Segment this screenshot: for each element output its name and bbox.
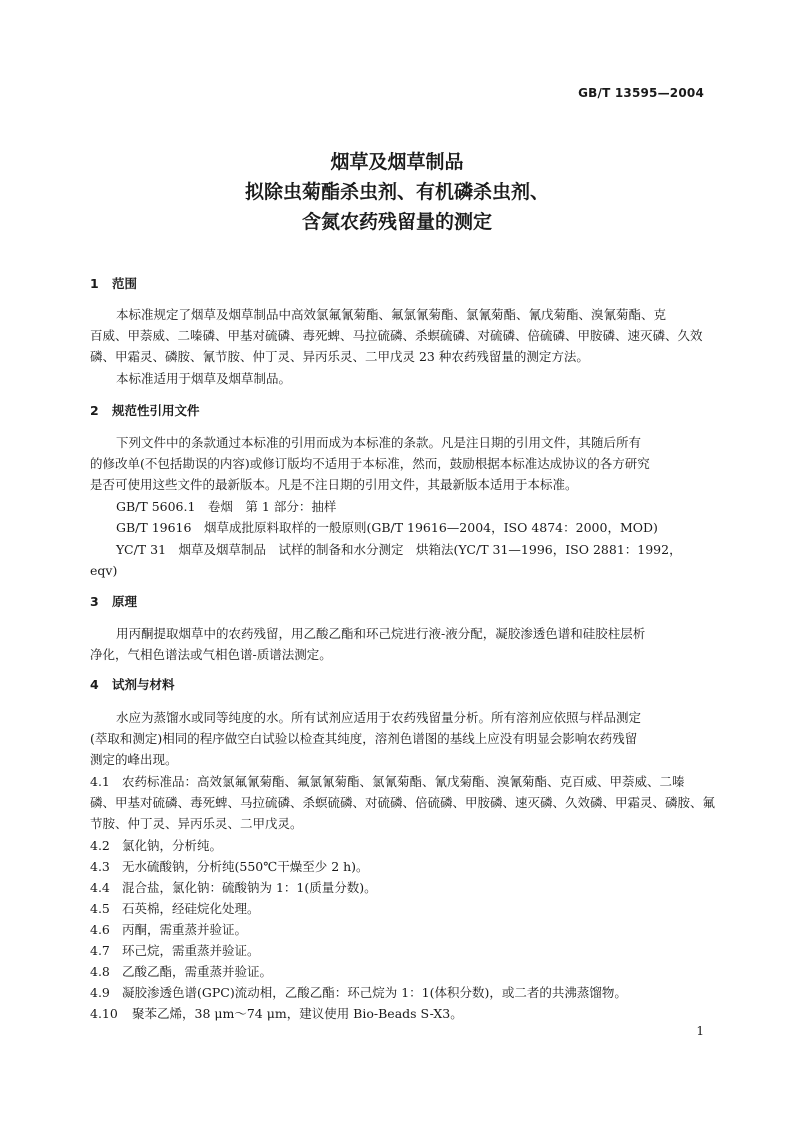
clause-item: [90, 919, 704, 940]
reference-item: GB/T 5606.1 卷烟 第 1 部分：抽样: [116, 499, 337, 514]
clause-item: [90, 1003, 704, 1024]
clause-number: 4.9: [90, 985, 110, 1000]
paragraph-line: 磷、甲霜灵、磷胺、氰节胺、仲丁灵、异丙乐灵、二甲戊灵 23 种农药残留量的测定方法。: [90, 349, 589, 364]
clause-text: 无水硫酸钠，分析纯(550℃干燥至少 2 h)。: [122, 859, 369, 874]
paragraph-line: 下列文件中的条款通过本标准的引用而成为本标准的条款。凡是注日期的引用文件，其随后所有: [116, 435, 642, 450]
clause-text: 丙酮，需重蒸并验证。: [122, 922, 248, 937]
section-heading-principle: [90, 594, 137, 610]
doc-title-line-2: 拟除虫菊酯杀虫剂、有机磷杀虫剂、: [244, 181, 549, 203]
paragraph-line: 测定的峰出现。: [90, 752, 178, 767]
clause-text: 石英棉，经硅烷化处理。: [122, 901, 260, 916]
section-number: 1: [90, 276, 99, 291]
clause-text: 凝胶渗透色谱(GPC)流动相，乙酸乙酯：环己烷为 1：1(体积分数)，或二者的共沸蒸馏物。: [122, 985, 627, 1000]
doc-title-line-1: 烟草及烟草制品: [330, 151, 464, 173]
clause-text: 乙酸乙酯，需重蒸并验证。: [122, 964, 273, 979]
clause-text: 混合盐，氯化钠：硫酸钠为 1：1(质量分数)。: [122, 880, 377, 895]
clause-number: 4.4: [90, 880, 110, 895]
section-number: 4: [90, 677, 99, 692]
clause-text: 聚苯乙烯，38 μm～74 μm，建议使用 Bio-Beads S-X3。: [132, 1006, 463, 1021]
clause-number: 4.2: [90, 838, 110, 853]
standard-code: GB/T 13595—2004: [578, 86, 704, 100]
section-heading-normative-references: [90, 403, 200, 419]
section-number: 3: [90, 594, 99, 609]
clause-number: 4.10: [90, 1006, 118, 1021]
clause-item: [90, 961, 704, 982]
reference-item-continued: eqv): [90, 563, 118, 578]
reference-item: GB/T 19616 烟草成批原料取样的一般原则(GB/T 19616—2004，ISO 4874：2000，MOD): [116, 520, 658, 535]
clause-text-line: 节胺、仲丁灵、异丙乐灵、二甲戊灵。: [90, 816, 303, 831]
section-title: 规范性引用文件: [112, 403, 200, 418]
paragraph-line: 是否可使用这些文件的最新版本。凡是不注日期的引用文件，其最新版本适用于本标准。: [90, 477, 578, 492]
clause-item: [90, 835, 704, 856]
paragraph-line: 水应为蒸馏水或同等纯度的水。所有试剂应适用于农药残留量分析。所有溶剂应依照与样品测定: [116, 710, 642, 725]
clause-number: 4.1: [90, 774, 110, 789]
clause-number: 4.7: [90, 943, 110, 958]
paragraph-line: 的修改单(不包括勘误的内容)或修订版均不适用于本标准，然而，鼓励根据本标准达成协议的各方研究: [90, 456, 650, 471]
paragraph-line: 本标准适用于烟草及烟草制品。: [116, 371, 292, 386]
paragraph-line: (萃取和测定)相同的程序做空白试验以检查其纯度，溶剂色谱图的基线上应没有明显会影响农药残留: [90, 731, 638, 746]
section-heading-scope: [90, 276, 137, 292]
paragraph-line: 本标准规定了烟草及烟草制品中高效氯氟氰菊酯、氟氯氰菊酯、氯氰菊酯、氰戊菊酯、溴氰菊酯、克: [116, 307, 667, 322]
section-title: 范围: [112, 276, 138, 291]
clause-item: [90, 940, 704, 961]
clause-number: 4.5: [90, 901, 110, 916]
clause-item: [90, 877, 704, 898]
clause-number: 4.8: [90, 964, 110, 979]
clause-text: 农药标准品：高效氯氟氰菊酯、氟氯氰菊酯、氯氰菊酯、氰戊菊酯、溴氰菊酯、克百威、甲萘威、二嗪: [122, 774, 685, 789]
clause-text: 环己烷，需重蒸并验证。: [122, 943, 260, 958]
doc-title-line-3: 含氮农药残留量的测定: [301, 211, 492, 233]
reference-item: YC/T 31 烟草及烟草制品 试样的制备和水分测定 烘箱法(YC/T 31—1996，ISO 2881：1992，: [116, 542, 682, 557]
clause-item: [90, 898, 704, 919]
paragraph-line: 净化，气相色谱法或气相色谱-质谱法测定。: [90, 647, 332, 662]
clause-number: 4.3: [90, 859, 110, 874]
clause-item: [90, 856, 704, 877]
section-number: 2: [90, 403, 99, 418]
page-number: 1: [696, 1024, 704, 1038]
clause-4-1: [90, 771, 704, 792]
clause-text: 氯化钠，分析纯。: [122, 838, 223, 853]
clause-text-line: 磷、甲基对硫磷、毒死蜱、马拉硫磷、杀螟硫磷、对硫磷、倍硫磷、甲胺磷、速灭磷、久效磷、甲霜灵、磷胺、氟: [90, 795, 716, 810]
paragraph-line: 用丙酮提取烟草中的农药残留，用乙酸乙酯和环己烷进行液-液分配，凝胶渗透色谱和硅胶柱层析: [116, 626, 646, 641]
section-heading-reagents-materials: [90, 677, 175, 693]
section-title: 原理: [112, 594, 138, 609]
clause-number: 4.6: [90, 922, 110, 937]
clause-item: [90, 982, 704, 1003]
section-title: 试剂与材料: [112, 677, 175, 692]
paragraph-line: 百威、甲萘威、二嗪磷、甲基对硫磷、毒死蜱、马拉硫磷、杀螟硫磷、对硫磷、倍硫磷、甲胺磷、速灭磷、久效: [90, 328, 703, 343]
